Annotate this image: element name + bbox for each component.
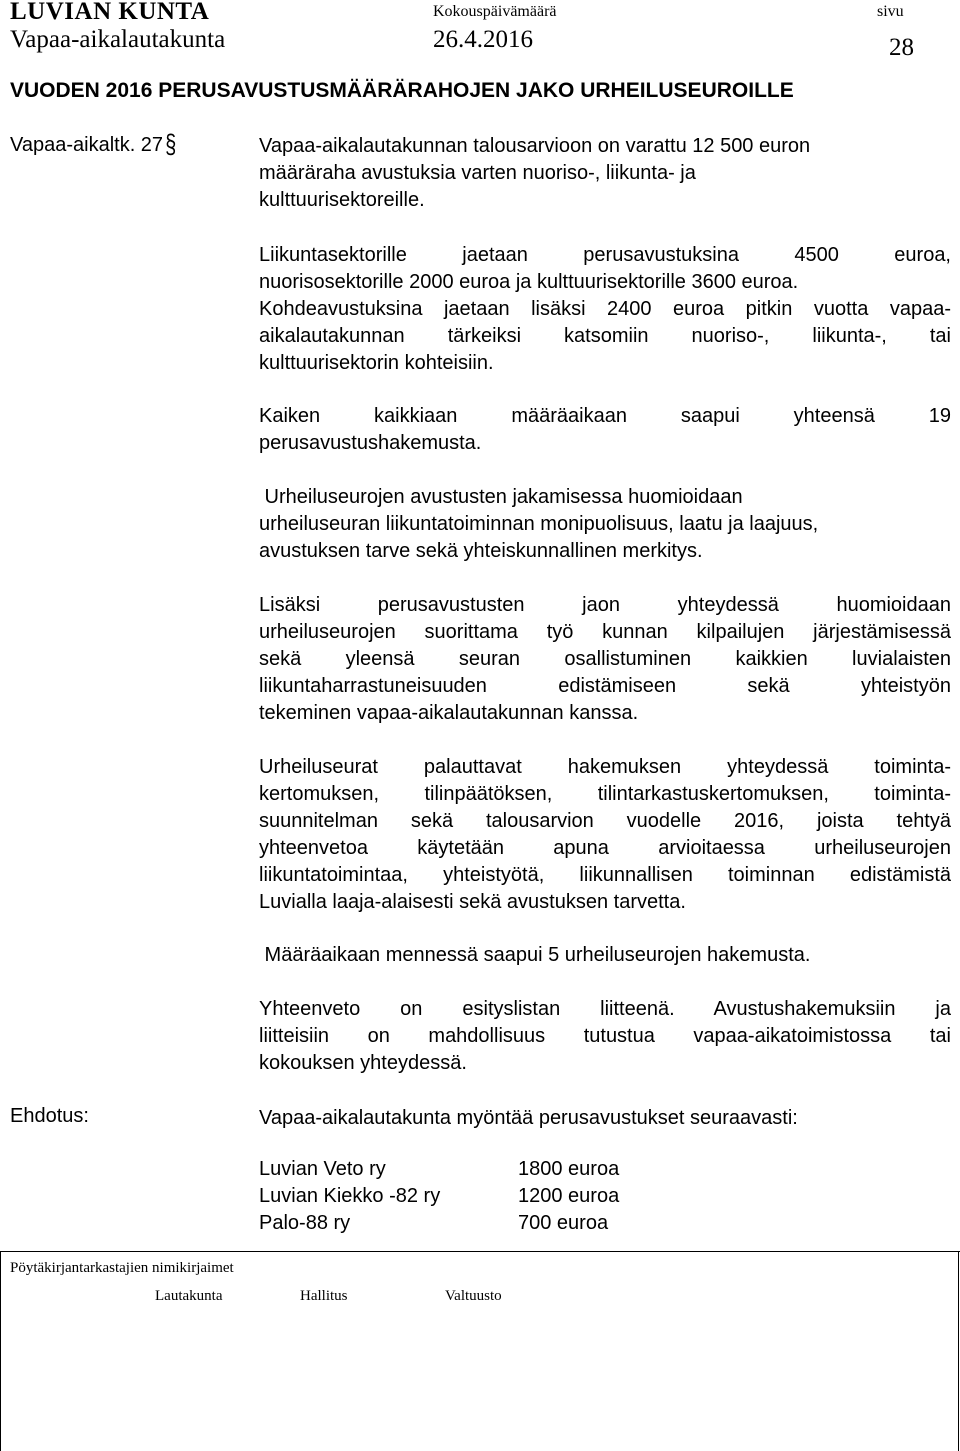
grant-club: Luvian Kiekko -82 ry — [259, 1185, 441, 1207]
text-line: suunnitelman sekä talousarvion vuodelle 2016, joista tehtyä — [259, 810, 951, 832]
footer-border-left — [0, 1251, 1, 1451]
section-label-text: Vapaa-aikaltk. 27 — [10, 134, 164, 156]
section-symbol: § — [165, 129, 177, 160]
proposal-label: Ehdotus: — [10, 1105, 89, 1127]
text-line: urheiluseuran liikuntatoiminnan monipuolisuus, laatu ja laajuus, — [259, 513, 819, 535]
grant-club: Palo-88 ry — [259, 1212, 351, 1234]
text-line: nuorisosektorille 2000 euroa ja kulttuurisektorille 3600 euroa. — [259, 271, 799, 293]
text-line: kokouksen yhteydessä. — [259, 1052, 467, 1074]
text-line: liikuntatoimintaa, yhteistyötä, liikunnallisen toiminnan edistämistä — [259, 864, 951, 886]
signatures-label: Pöytäkirjantarkastajien nimikirjaimet — [10, 1260, 234, 1276]
text-line: Määräaikaan mennessä saapui 5 urheiluseurojen hakemusta. — [259, 944, 811, 966]
paragraph-additional — [259, 592, 951, 727]
section-label — [10, 129, 177, 160]
footer-cell-council: Valtuusto — [445, 1288, 502, 1304]
paragraph-summary — [259, 996, 951, 1077]
meeting-date-label: Kokouspäivämäärä — [433, 3, 557, 20]
meeting-date: 26.4.2016 — [433, 26, 533, 53]
text-line: kertomuksen, tilinpäätöksen, tilintarkastuskertomuksen, toiminta- — [259, 783, 951, 805]
paragraph-applications — [259, 403, 951, 457]
text-line: Yhteenveto on esityslistan liitteenä. Avustushakemuksiin ja — [259, 998, 951, 1020]
paragraph-criteria — [259, 484, 951, 565]
paragraph-deadline — [259, 942, 951, 969]
text-line: kulttuurisektoreille. — [259, 189, 425, 211]
grant-club: Luvian Veto ry — [259, 1158, 386, 1180]
text-line: liikuntaharrastuneisuuden edistämiseen sekä yhteistyön — [259, 675, 951, 697]
text-line: tekeminen vapaa-aikalautakunnan kanssa. — [259, 702, 639, 724]
text-line: Kaiken kaikkiaan määräaikaan saapui yhteensä 19 — [259, 405, 951, 427]
paragraph-documents — [259, 754, 951, 916]
footer-divider — [0, 1251, 960, 1252]
footer-cell-government: Hallitus — [300, 1288, 348, 1304]
text-line: Urheiluseurat palauttavat hakemuksen yhteydessä toiminta- — [259, 756, 951, 778]
text-line: kulttuurisektorin kohteisiin. — [259, 352, 494, 374]
text-line: Lisäksi perusavustusten jaon yhteydessä huomioidaan — [259, 594, 951, 616]
text-line: Kohdeavustuksina jaetaan lisäksi 2400 euroa pitkin vuotta vapaa- — [259, 298, 951, 320]
text-line: Luvialla laaja-alaisesti sekä avustuksen tarvetta. — [259, 891, 686, 913]
grant-amount: 1800 euroa — [518, 1158, 620, 1180]
text-line: perusavustushakemusta. — [259, 432, 482, 454]
text-line: määräraha avustuksia varten nuoriso-, liikunta- ja — [259, 162, 696, 184]
text-line: liitteisiin on mahdollisuus tutustua vapaa-aikatoimistossa tai — [259, 1025, 951, 1047]
footer-cell-board: Lautakunta — [155, 1288, 223, 1304]
text-line: Liikuntasektorille jaetaan perusavustuksina 4500 euroa, — [259, 244, 951, 266]
text-line: Vapaa-aikalautakunnan talousarvioon on varattu 12 500 euron — [259, 135, 811, 157]
text-line: sekä yleensä seuran osallistuminen kaikkien luvialaisten — [259, 648, 951, 670]
text-line: Vapaa-aikalautakunta myöntää perusavustukset seuraavasti: — [259, 1107, 798, 1129]
page-number-label: sivu — [877, 3, 904, 20]
paragraph-budget — [259, 133, 951, 214]
document-title: VUODEN 2016 PERUSAVUSTUSMÄÄRÄRAHOJEN JAKO URHEILUSEUROILLE — [10, 79, 794, 102]
text-line: yhteenvetoa käytetään apuna arvioitaessa urheiluseurojen — [259, 837, 951, 859]
page-number: 28 — [889, 34, 914, 61]
text-line: avustuksen tarve sekä yhteiskunnallinen merkitys. — [259, 540, 703, 562]
board-name: Vapaa-aikalautakunta — [10, 26, 226, 53]
municipality-name: LUVIAN KUNTA — [10, 0, 210, 25]
paragraph-allocation — [259, 242, 951, 377]
text-line: Urheiluseurojen avustusten jakamisessa huomioidaan — [259, 486, 743, 508]
grant-amount: 700 euroa — [518, 1212, 609, 1234]
text-line: aikalautakunnan tärkeiksi katsomiin nuoriso-, liikunta-, tai — [259, 325, 951, 347]
proposal-text — [259, 1105, 951, 1132]
text-line: urheiluseurojen suorittama työ kunnan kilpailujen järjestämisessä — [259, 621, 951, 643]
grant-amount: 1200 euroa — [518, 1185, 620, 1207]
footer-border-right — [958, 1251, 959, 1451]
